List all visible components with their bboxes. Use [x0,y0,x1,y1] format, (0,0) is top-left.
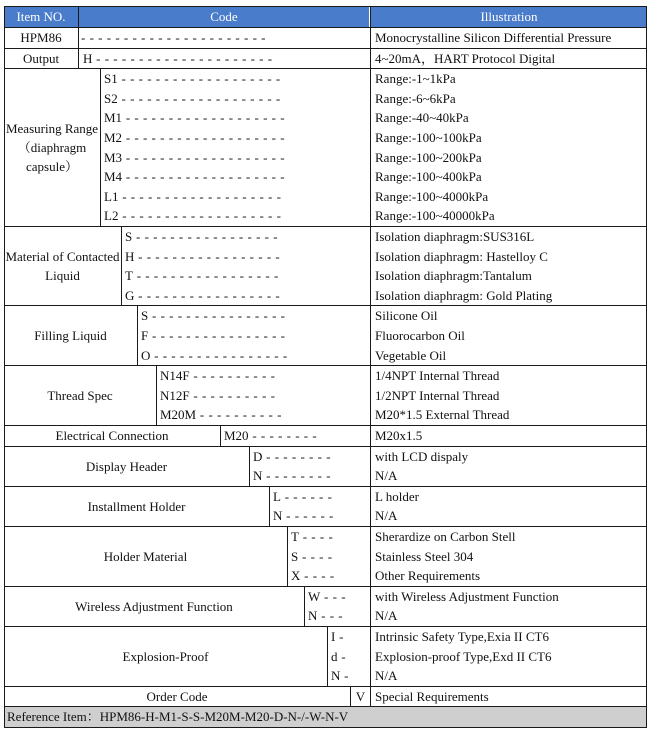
option-code: N [331,668,341,684]
option-row [122,286,370,306]
option-illustration: Silicone Oil [375,308,438,324]
grid-line [370,365,371,425]
option-illustration: Vegetable Oil [375,347,447,363]
option-code: M20 [224,428,249,443]
option-row [101,108,370,128]
option-code: d [331,648,338,664]
thread-spec-label: Thread Spec [47,388,113,404]
option-code: G [125,287,135,303]
header-illustration: Illustration [371,7,647,27]
option-code: M20M [160,407,197,423]
grid-line [370,27,371,48]
option-code: L1 [104,188,119,204]
option-code: M1 [104,110,123,126]
grid-line [370,586,371,626]
grid-line [646,6,647,728]
header-code: Code [79,7,369,27]
grid-line [370,425,371,446]
option-row [250,447,370,467]
option-row [288,566,370,586]
option-code: M4 [104,169,123,185]
material-label: Material of Contacted Liquid [5,249,120,284]
option-row [305,606,370,626]
option-code: S [141,308,149,324]
measuring-range-label: Measuring Range （diaphragm capsule） [5,121,99,175]
leader-dashes: - - - - - - - - - - - - - - - - [148,308,286,324]
explosion-proof-label: Explosion-Proof [122,648,209,664]
option-code: H [125,248,135,264]
option-code: D [253,448,263,464]
model-item: HPM86 [20,30,62,46]
option-illustration: Other Requirements [375,568,481,584]
grid-line [370,486,371,526]
order-code-value: V [355,689,366,705]
output-label: Output [22,50,60,66]
option-row [157,366,370,386]
leader-dashes: - - - - [300,568,335,584]
electrical-illustration: M20x1.5 [375,428,423,443]
output-illustration: 4~20mA，HART Protocol Digital [375,50,556,66]
option-code: M3 [104,149,123,165]
option-illustration: M20*1.5 External Thread [375,407,510,423]
leader-dashes: - - - - - - - - - - - - - - - - [150,347,288,363]
option-illustration: Range:-1~1kPa [375,71,456,87]
option-code: S2 [104,90,118,106]
option-row [101,69,370,89]
option-code: S [125,229,133,244]
filling-liquid-label: Filling Liquid [34,328,107,344]
option-illustration: Range:-100~400kPa [375,169,482,185]
installment-holder-label: Installment Holder [87,498,186,514]
grid-line [78,48,79,69]
option-row [122,227,370,247]
option-code: X [291,568,301,584]
option-row [138,306,370,326]
grid-line [78,27,79,48]
model-illustration: Monocrystalline Silicon Differential Pressure [375,30,612,45]
option-code: N [273,508,283,524]
leader-dashes: - [337,648,347,664]
leader-dashes: - - - - - - - - - - - - - - - - - - - [122,130,286,145]
option-illustration: N/A [375,508,398,524]
option-illustration: Range:-40~40kPa [375,110,469,126]
option-code: M2 [104,130,123,145]
option-row [250,466,370,486]
grid-line [370,226,371,305]
leader-dashes: - - - - - - - - - - - - - - - - - - - [122,169,286,185]
option-illustration: Intrinsic Safety Type,Exia II CT6 [375,629,549,644]
option-code: F [141,328,149,343]
option-illustration: L holder [375,488,419,504]
option-code: N [308,608,318,624]
grid-line [370,686,371,707]
option-row [288,547,370,567]
leader-dashes: - - - - - - - - - - - - - - - - - [132,229,279,244]
option-code: W [308,588,321,604]
leader-dashes: - - - - - - - - - - - - - - - - - - - [122,149,286,165]
leader-dashes: - - - [317,608,344,624]
option-illustration: Isolation diaphragm: Gold Plating [375,287,553,303]
leader-dashes: - - - - - - [282,508,334,524]
option-row [157,405,370,425]
grid-line [370,6,371,27]
leader-dashes: - - - - [298,529,334,544]
option-row [328,666,370,686]
option-illustration: Stainless Steel 304 [375,548,474,564]
order-illustration: Special Requirements [375,688,489,704]
grid-line [370,305,371,365]
leader-dashes: - - - - - - - - - - [189,368,276,384]
option-illustration: Sherardize on Carbon Stell [375,529,516,544]
option-row [138,326,370,346]
wireless-label: Wireless Adjustment Function [75,598,233,614]
option-code: T [125,268,133,284]
option-illustration: Range:-100~40000kPa [375,208,495,224]
grid-line [370,626,371,686]
option-row [270,506,370,526]
option-code: L2 [104,208,119,224]
grid-line [370,68,371,226]
option-row [138,346,370,366]
electrical-code [221,426,370,446]
grid-line [370,48,371,69]
option-row [101,148,370,168]
option-illustration: N/A [375,468,398,484]
option-illustration: N/A [375,608,398,624]
option-code: N12F [160,387,190,403]
option-illustration: Explosion-proof Type,Exd II CT6 [375,648,552,664]
option-row [328,647,370,667]
option-illustration: Isolation diaphragm:SUS316L [375,229,535,244]
option-row [270,487,370,507]
option-code: S1 [104,71,118,87]
leader-dashes: - - - - - - [280,488,333,504]
option-illustration: Range:-100~200kPa [375,149,482,165]
leader-dashes: - - - - - - - - - - - - - - - - - - - [118,188,282,204]
leader-dashes: - - - - - - - - - - - - - - - - - - - [118,208,282,224]
output-code [80,49,370,69]
option-code: O [141,347,151,363]
grid-line [370,526,371,586]
leader-dashes: - - - - - - - - [248,428,318,443]
option-row [328,627,370,647]
reference-item: Reference Item：HPM86-H-M1-S-S-M20M-M20-D-N-/-W-N-V [4,707,647,727]
option-row [101,206,370,226]
leader-dashes: - - - - - - - - - - [189,387,276,403]
leader-dashes: - - - - - - - - - - - - - - - - - - - [117,90,281,106]
holder-material-label: Holder Material [103,548,188,564]
option-row [122,266,370,286]
option-row [101,167,370,187]
option-code: I [331,629,336,644]
option-illustration: with LCD dispaly [375,448,469,464]
grid-line [4,727,647,728]
option-code: T [291,529,299,544]
leader-dashes: - - - - - - - - - - - - - - - - - - - [117,71,281,87]
option-code: H [83,50,93,66]
display-header-label: Display Header [85,458,168,474]
option-illustration: Range:-6~6kPa [375,90,456,106]
option-illustration: 1/4NPT Internal Thread [375,368,500,384]
model-leader: - - - - - - - - - - - - - - - - - - - - - - [81,30,266,45]
option-illustration: Isolation diaphragm: Hastelloy C [375,248,548,264]
leader-dashes: - - - - - - - - [262,448,332,464]
leader-dashes: - - - - - - - - - - - - - - - - - [132,268,279,284]
option-illustration: 1/2NPT Internal Thread [375,387,500,403]
leader-dashes: - [335,629,344,644]
option-row [305,587,370,607]
electrical-label: Electrical Connection [55,428,169,444]
leader-dashes: - - - - - - - - - - - - - - - - - - - - - [92,50,273,66]
option-row [101,89,370,109]
option-row [288,527,370,547]
grid-line [78,6,79,27]
leader-dashes: - - - - - - - - - - - - - - - - [148,328,286,343]
option-illustration: Range:-100~100kPa [375,130,482,145]
option-code: L [273,488,281,504]
option-code: N14F [160,368,190,384]
option-illustration: Range:-100~4000kPa [375,188,489,204]
option-illustration: Isolation diaphragm:Tantalum [375,268,532,284]
leader-dashes: - - - - - - - - [262,468,332,484]
grid-line [4,6,5,728]
header-item-no: Item NO. [4,7,78,27]
option-illustration: N/A [375,668,398,684]
option-row [101,128,370,148]
grid-line [370,446,371,486]
option-row [101,187,370,207]
leader-dashes: - - - - - - - - - - - - - - - - - [134,248,281,264]
option-illustration: with Wireless Adjustment Function [375,588,559,604]
leader-dashes: - - - - [298,548,333,564]
option-code: N [253,468,263,484]
option-illustration: Fluorocarbon Oil [375,328,465,343]
option-row [122,247,370,267]
leader-dashes: - - - [320,588,347,604]
order-code-label: Order Code [146,689,208,705]
leader-dashes: - - - - - - - - - - [196,407,282,423]
leader-dashes: - [340,668,349,684]
option-code: S [291,548,299,564]
specification-table [4,6,647,729]
option-row [157,386,370,406]
leader-dashes: - - - - - - - - - - - - - - - - - - - [122,110,286,126]
leader-dashes: - - - - - - - - - - - - - - - - - [134,287,281,303]
